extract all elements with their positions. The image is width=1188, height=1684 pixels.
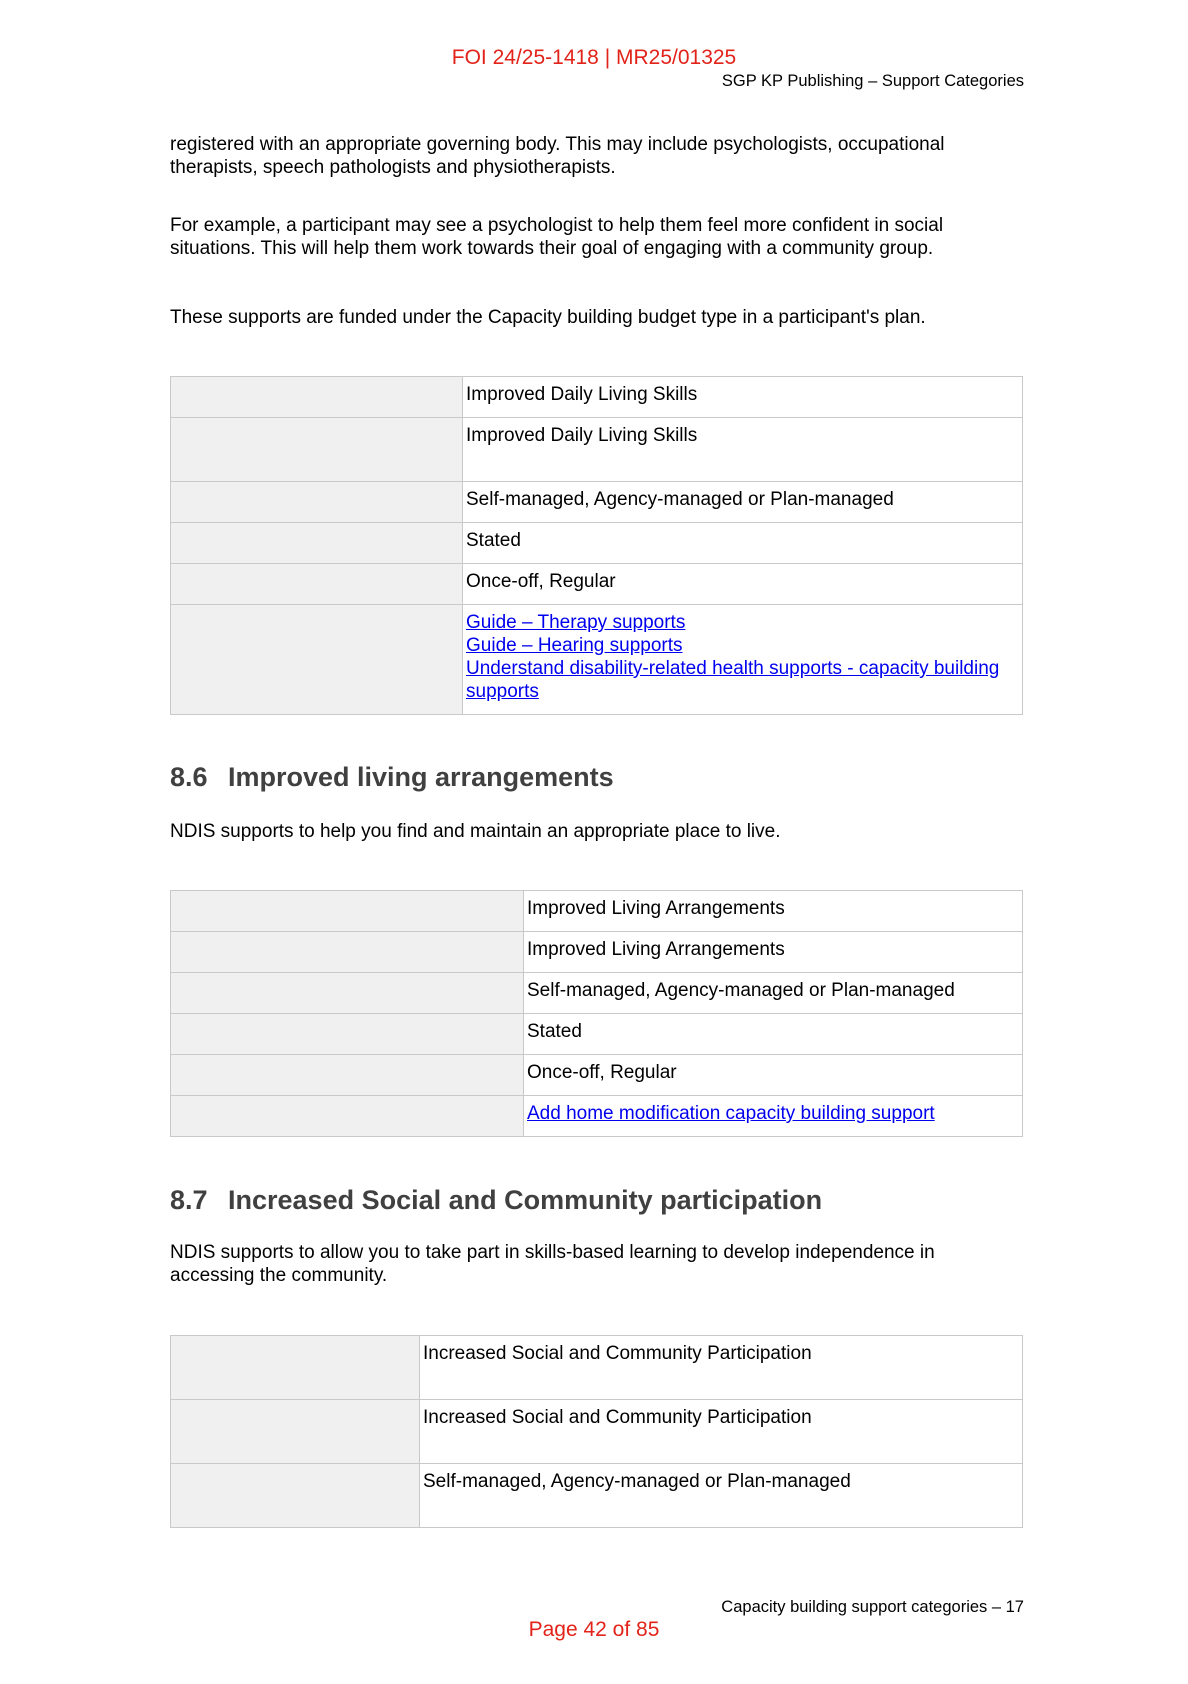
footer-section-page: Capacity building support categories – 17 bbox=[721, 1598, 1024, 1616]
section-title: Improved living arrangements bbox=[228, 762, 614, 792]
table-row bbox=[171, 1014, 1023, 1055]
row-label bbox=[171, 564, 463, 605]
table-row bbox=[171, 932, 1023, 973]
row-label bbox=[171, 605, 463, 715]
link-guide-therapy-supports[interactable]: Guide – Therapy supports bbox=[466, 612, 686, 633]
row-label bbox=[171, 418, 463, 482]
foi-reference: FOI 24/25-1418 | MR25/01325 bbox=[451, 46, 737, 69]
row-value: Once-off, Regular bbox=[524, 1055, 1023, 1096]
table-row bbox=[171, 482, 1023, 523]
row-value: Once-off, Regular bbox=[463, 564, 1023, 605]
row-value: Increased Social and Community Participation bbox=[420, 1336, 1023, 1400]
intro-paragraph-2: For example, a participant may see a psychologist to help them feel more confident in social situations. This will help them work towards their goal of engaging with a community group. bbox=[170, 215, 944, 259]
row-value: Self-managed, Agency-managed or Plan-managed bbox=[524, 973, 1023, 1014]
section-number: 8.7 bbox=[170, 1185, 208, 1215]
section-description-8-7: NDIS supports to allow you to take part in skills-based learning to develop independence in accessing the community. bbox=[170, 1242, 935, 1286]
table-row bbox=[171, 1464, 1023, 1528]
document-title: SGP KP Publishing – Support Categories bbox=[721, 72, 1024, 90]
row-label bbox=[171, 377, 463, 418]
row-value: Stated bbox=[463, 523, 1023, 564]
table-row bbox=[171, 891, 1023, 932]
intro-paragraph-3: These supports are funded under the Capacity building budget type in a participant's plan. bbox=[170, 307, 926, 328]
section-title: Increased Social and Community participation bbox=[228, 1185, 823, 1215]
row-label bbox=[171, 932, 524, 973]
row-value: Improved Living Arrangements bbox=[524, 891, 1023, 932]
table-row bbox=[171, 1096, 1023, 1137]
section-heading-8-6 bbox=[170, 762, 614, 793]
table-row bbox=[171, 973, 1023, 1014]
link-guide-hearing-supports[interactable]: Guide – Hearing supports bbox=[466, 635, 683, 656]
row-label bbox=[171, 1336, 420, 1400]
row-value: Improved Living Arrangements bbox=[524, 932, 1023, 973]
row-label bbox=[171, 1464, 420, 1528]
row-value: Improved Daily Living Skills bbox=[463, 377, 1023, 418]
row-value: Self-managed, Agency-managed or Plan-managed bbox=[463, 482, 1023, 523]
table-row bbox=[171, 418, 1023, 482]
row-label bbox=[171, 482, 463, 523]
table-row bbox=[171, 564, 1023, 605]
row-label bbox=[171, 1096, 524, 1137]
table-row bbox=[171, 1400, 1023, 1464]
links-cell bbox=[524, 1096, 1023, 1137]
links-cell bbox=[463, 605, 1023, 715]
row-label bbox=[171, 891, 524, 932]
row-label bbox=[171, 1400, 420, 1464]
row-value: Stated bbox=[524, 1014, 1023, 1055]
row-label bbox=[171, 523, 463, 564]
link-home-modification-support[interactable]: Add home modification capacity building support bbox=[527, 1103, 935, 1124]
section-heading-8-7 bbox=[170, 1185, 822, 1216]
row-value: Self-managed, Agency-managed or Plan-managed bbox=[420, 1464, 1023, 1528]
table-row bbox=[171, 523, 1023, 564]
section-number: 8.6 bbox=[170, 762, 208, 792]
row-value: Improved Daily Living Skills bbox=[463, 418, 1023, 482]
table-row bbox=[171, 605, 1023, 715]
table-row bbox=[171, 377, 1023, 418]
row-label bbox=[171, 973, 524, 1014]
support-table-social-community bbox=[170, 1335, 1023, 1528]
row-label bbox=[171, 1014, 524, 1055]
section-description-8-6: NDIS supports to help you find and maintain an appropriate place to live. bbox=[170, 821, 781, 842]
table-row bbox=[171, 1336, 1023, 1400]
intro-paragraph-1: registered with an appropriate governing body. This may include psychologists, occupational therapists, speech pathologists and physiotherapists. bbox=[170, 134, 945, 178]
page-number: Page 42 of 85 bbox=[528, 1618, 660, 1641]
row-label bbox=[171, 1055, 524, 1096]
link-disability-health-supports[interactable]: Understand disability-related health supports - capacity building supports bbox=[466, 658, 1000, 702]
table-row bbox=[171, 1055, 1023, 1096]
support-table-living-arrangements bbox=[170, 890, 1023, 1137]
support-table-daily-living bbox=[170, 376, 1023, 715]
row-value: Increased Social and Community Participation bbox=[420, 1400, 1023, 1464]
